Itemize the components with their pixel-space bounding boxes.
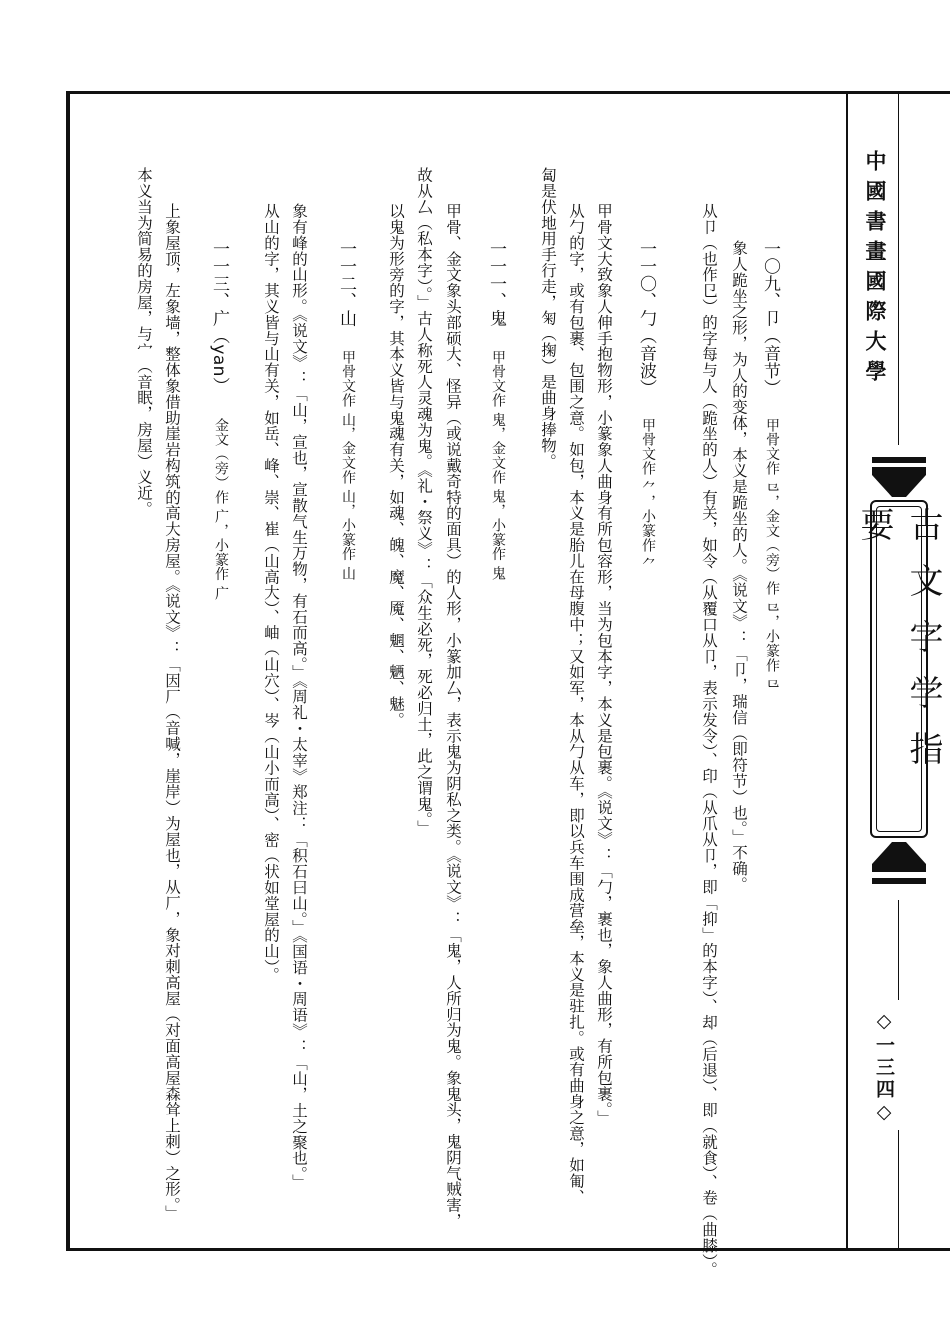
entry-heading: 一一二、山: [336, 240, 356, 327]
entry-paragraph: 象人跪坐之形，为人的变体，本义是跪坐的人。《说文》：「卩，瑞信（即符节）也。」不确。: [730, 240, 748, 893]
entry-paragraph: 以鬼为形旁的字，其本义皆与鬼魂有关，如魂、魄、魔、魇、魍、魉、魅。: [387, 203, 405, 728]
entry-forms: 甲骨文作 ⺈，小篆作 ⺈: [640, 418, 656, 572]
entry-paragraph: 本义当为简易的房屋，与宀（音眠，房屋）义近。: [135, 167, 153, 517]
entry-paragraph: 从卩（也作㔾）的字每与人（跪坐的人）有关，如令（从覆口从卩，表示发令）、印（从爪从卩，即「抑」的本字）、却（后退）、即（就食）、卷（曲膝）。: [700, 203, 718, 1278]
entry-forms: 甲骨文作 ⺋，金文（旁）作 ⺋，小篆作 ⺋: [764, 418, 780, 692]
entry-paragraph: 匐是伏地用手行走，匊（掬）是曲身捧物。: [539, 167, 557, 470]
title-cap-bottom: [872, 842, 926, 872]
entry-forms: 甲骨文作 ⼭，金文作 ⼭，小篆作 山: [340, 350, 356, 581]
page-number: ◇一三四◇: [873, 1010, 895, 1126]
sidebar-rule-middle: [898, 900, 899, 1000]
sidebar-rule-bottom: [898, 1130, 899, 1251]
entry-paragraph: 甲骨、金文象头部硕大、怪异（或说戴奇特的面具）的人形，小篆加厶，表示鬼为阴私之类。《说文》：「鬼，人所归为鬼。象鬼头，鬼阴气贼害，: [444, 203, 462, 1229]
sidebar-divider: [846, 91, 848, 1251]
entry-heading: 一〇九、卩（音节）: [760, 240, 780, 397]
entry-forms: 甲骨文作 ⻤，金文作 ⻤，小篆作 鬼: [490, 350, 506, 581]
book-title: 古文字学指要: [854, 507, 943, 787]
entry-paragraph: 从勹的字，或有包裹、包围之意。如包，本义是胎儿在母腹中；又如军，本从勹从车，即以兵车围成营垒，本义是驻扎。或有曲身之意，如匍、: [567, 203, 585, 1205]
entry-paragraph: 上象屋顶，左象墙，整体象借助崖岩构筑的高大房屋。《说文》：「因厂（音喊，崖岸）为屋也，从厂，象对刺高屋（对面高屋森耸上刺）之形。」: [163, 203, 181, 1221]
entry-paragraph: 从山的字，其义皆与山有关，如岳、峰、崇、崔（山高大）、岫（山穴）、岑（山小而高）、密（状如堂屋的山）。: [262, 203, 280, 983]
sidebar-rule-top: [898, 93, 899, 445]
entry-heading: 一一三、广（yan）: [209, 240, 229, 395]
entry-paragraph: 甲骨文大致象人伸手抱物形，小篆象人曲身有所包容形，当为包本字，本义是包裹。《说文》：「勹，裹也，象人曲形，有所包裹。」: [595, 203, 613, 1126]
entry-forms: 金文（旁）作 ⼴，小篆作 广: [213, 418, 229, 601]
title-bar-top: [872, 457, 926, 463]
title-cap-top: [872, 467, 926, 497]
entry-paragraph: 故从厶（私本字）。」古人称死人灵魂为鬼。《礼・祭义》：「众生必死，死必归土，此之谓鬼。」: [415, 167, 433, 836]
entry-heading: 一一一、鬼: [486, 240, 506, 327]
school-name: 中國書畫國際大學: [863, 150, 887, 390]
entry-heading: 一一〇、勹（音波）: [636, 240, 656, 397]
title-bar-bottom: [872, 878, 926, 884]
book-title-box: [854, 500, 943, 838]
page-frame: [66, 91, 950, 1251]
entry-paragraph: 象有峰的山形。《说文》：「山，宣也，宣散气生万物，有石而高。」《周礼・太宰》郑注：「积石曰山。」《国语・周语》：「山，土之聚也。」: [290, 203, 308, 1190]
